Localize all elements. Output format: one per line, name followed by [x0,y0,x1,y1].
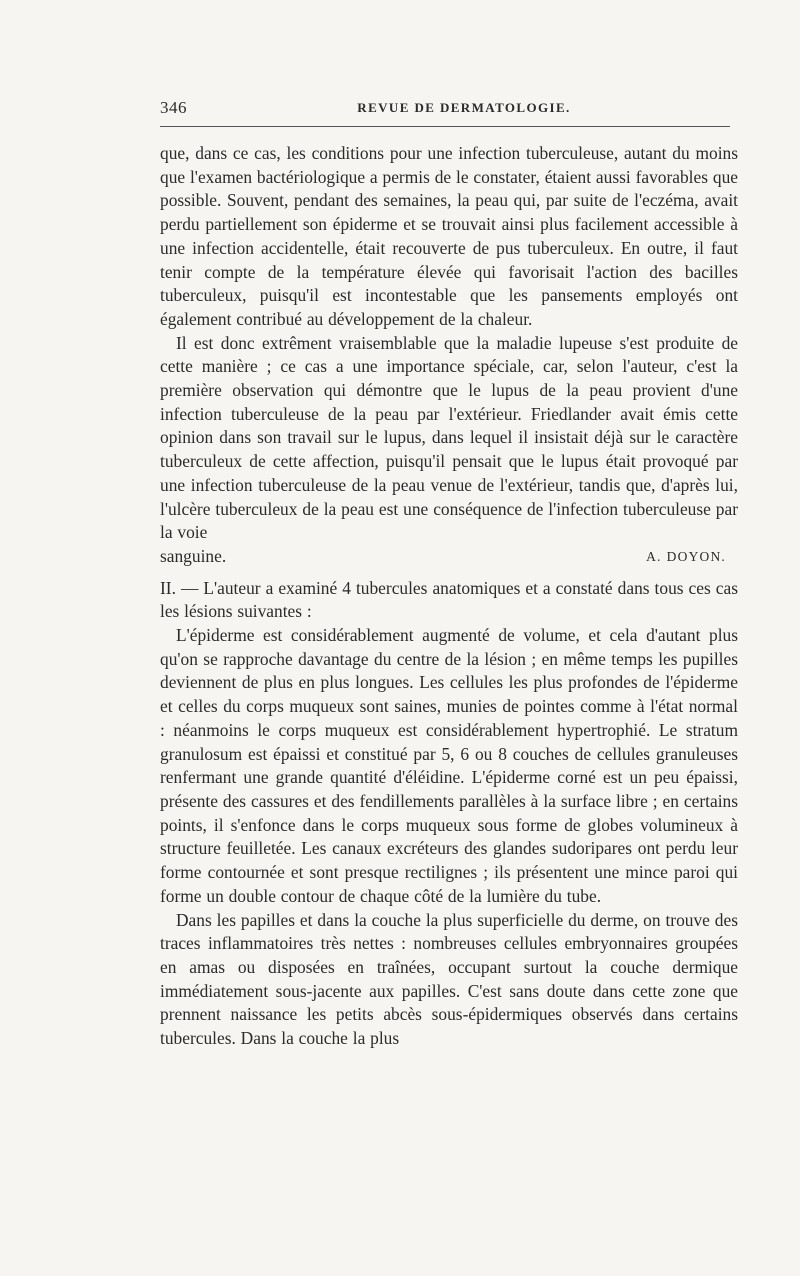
section-heading-paragraph: II. — L'auteur a examiné 4 tubercules anatomiques et a constaté dans tous ces cas les lésions suivantes : [160,577,738,622]
author-signature: A. DOYON. [646,548,726,564]
signature-line [160,545,738,569]
header-rule [160,126,730,127]
body-text [160,142,738,1051]
paragraph: Dans les papilles et dans la couche la plus superficielle du derme, on trouve des traces inflammatoires très nettes : nombreuses cellules embryonnaires groupées en amas ou disposées en traînées, occupant surtout la couche dermique immédiatement sous-jacente aux papilles. C'est sans doute dans cette zone que prennent naissance les petits abcès sous-épidermiques observés dans certains tubercules. Dans la couche la plus [160,909,738,1049]
page-number: 346 [160,98,187,117]
running-head [160,98,738,122]
paragraph: L'épiderme est considérablement augmenté de volume, et cela d'autant plus qu'on se rapproche davantage du centre de la lésion ; en même temps les pupilles deviennent de plus en plus longues. Les cellules les plus profondes de l'épiderme et celles du corps muqueux sont saines, munies de pointes comme à l'état normal : néanmoins le corps muqueux est considérablement hypertrophié. Le stratum granulosum est épaissi et constitué par 5, 6 ou 8 couches de cellules granuleuses renfermant une grande quantité d'éléidine. L'épiderme corné est un peu épaissi, présente des cassures et des fendillements parallèles à la surface libre ; en certains points, il s'enfonce dans le corps muqueux sous forme de globes volumineux à structure feuilletée. Les canaux excréteurs des glandes sudoripares ont perdu leur forme contournée et sont presque rectilignes ; ils présentent une mince paroi qui forme un double contour de chaque côté de la lumière du tube. [160,625,738,906]
journal-title: REVUE DE DERMATOLOGIE. [357,100,571,115]
paragraph: que, dans ce cas, les conditions pour une infection tuberculeuse, autant du moins que l'examen bactériologique a permis de le constater, étaient aussi favorables que possible. Souvent, pendant des semaines, la peau qui, par suite de l'eczéma, avait perdu partiellement son épiderme et se trouvait ainsi plus facilement accessible à une infection accidentelle, était recouverte de pus tuberculeux. En outre, il faut tenir compte de la température élevée qui favorisait l'action des bacilles tuberculeux, puisqu'il est incontestable que les pansements employés ont également contribué au développement de la chaleur. [160,143,738,329]
book-page [160,98,738,122]
paragraph: Il est donc extrêment vraisemblable que la maladie lupeuse s'est produite de cette manière ; ce cas a une importance spéciale, car, selon l'auteur, c'est la première observation qui démontre que le lupus de la peau provient d'une infection tuberculeuse de la peau par l'extérieur. Friedlander avait émis cette opinion dans son travail sur le lupus, dans lequel il insistait déjà sur le caractère tuberculeux de cette affection, puisqu'il pensait que le lupus était provoqué par une infection tuberculeuse de la peau venue de l'extérieur, tandis que, d'après lui, l'ulcère tuberculeux de la peau est une conséquence de l'infection tuberculeuse par la voie [160,332,738,543]
paragraph-end: sanguine. [160,545,227,566]
